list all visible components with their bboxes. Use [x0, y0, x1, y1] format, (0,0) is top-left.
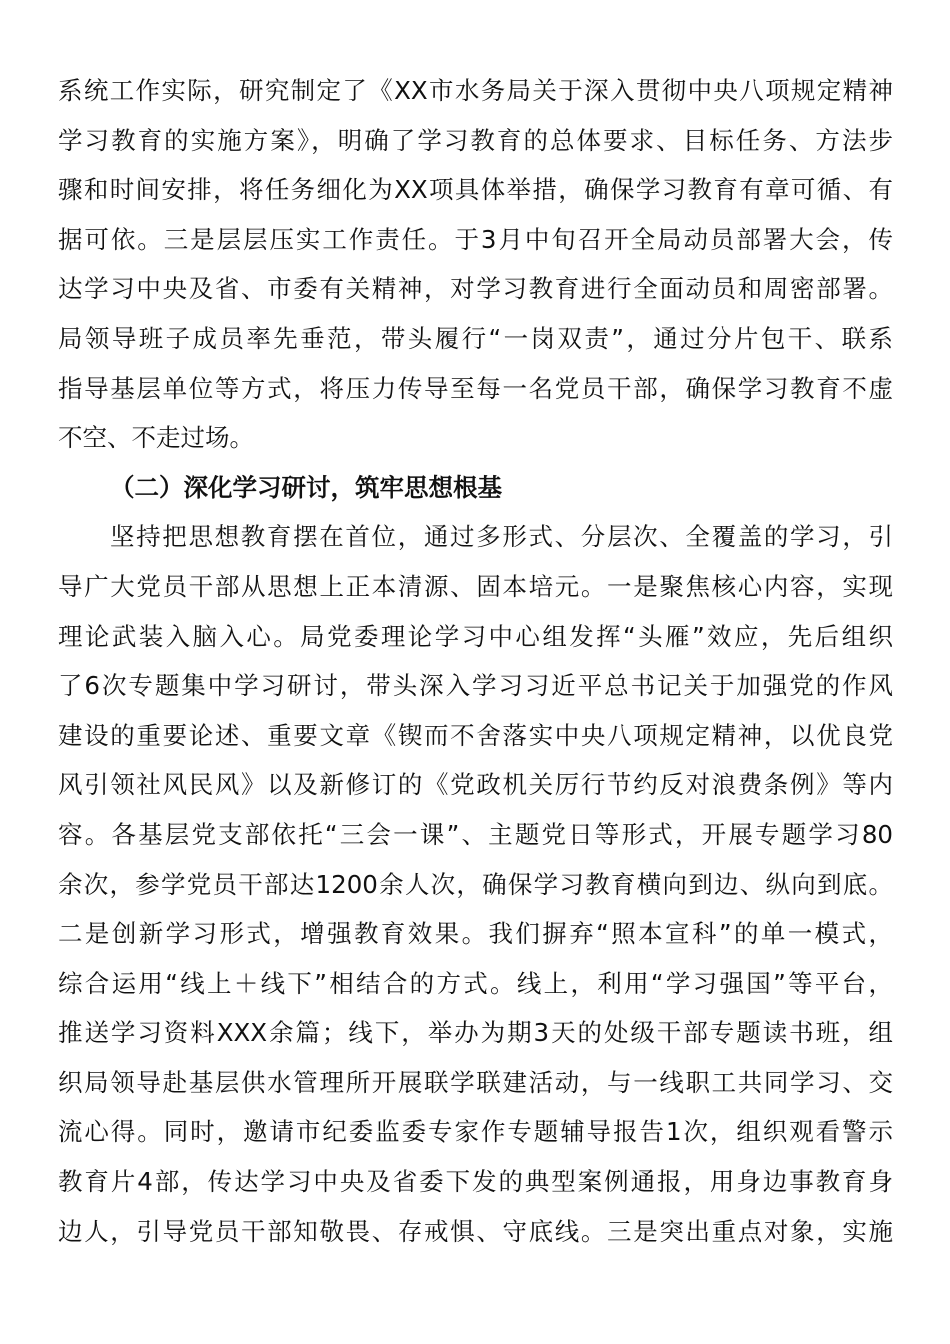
text-line: 流心得。同时，邀请市纪委监委专家作专题辅导报告1次，组织观看警示	[58, 1117, 893, 1147]
text-line: 二是创新学习形式，增强教育效果。我们摒弃“照本宣科”的单一模式，	[58, 919, 893, 949]
text-line: 导广大党员干部从思想上正本清源、固本培元。一是聚焦核心内容，实现	[58, 571, 893, 601]
text-line: 坚持把思想教育摆在首位，通过多形式、分层次、全覆盖的学习，引	[110, 522, 893, 552]
text-line: 容。各基层党支部依托“三会一课”、主题党日等形式，开展专题学习80	[58, 819, 893, 849]
text-line: 理论武装入脑入心。局党委理论学习中心组发挥“头雁”效应，先后组织	[58, 621, 893, 651]
text-line: 教育片4部，传达学习中央及省委下发的典型案例通报，用身边事教育身	[58, 1167, 893, 1197]
text-line: 骤和时间安排，将任务细化为XX项具体举措，确保学习教育有章可循、有	[58, 175, 893, 205]
text-line: 学习教育的实施方案》，明确了学习教育的总体要求、目标任务、方法步	[58, 125, 893, 155]
document-page	[58, 66, 893, 1256]
text-line: 边人，引导党员干部知敬畏、存戒惧、守底线。三是突出重点对象，实施	[58, 1216, 893, 1246]
text-line: 达学习中央及省、市委有关精神，对学习教育进行全面动员和周密部署。	[58, 274, 893, 304]
text-line: 推送学习资料XXX余篇；线下，举办为期3天的处级干部专题读书班，组	[58, 1018, 893, 1048]
paragraph-responsibility	[58, 66, 893, 463]
text-line: 风引领社风民风》以及新修订的《党政机关厉行节约反对浪费条例》等内	[58, 770, 893, 800]
text-line: 建设的重要论述、重要文章《锲而不舍落实中央八项规定精神，以优良党	[58, 720, 893, 750]
text-line: 据可依。三是层层压实工作责任。于3月中旬召开全局动员部署大会，传	[58, 224, 893, 254]
text-line: 余次，参学党员干部达1200余人次，确保学习教育横向到边、纵向到底。	[58, 869, 893, 899]
text-line: 了6次专题集中学习研讨，带头深入学习习近平总书记关于加强党的作风	[58, 671, 893, 701]
section-heading: （二）深化学习研讨，筑牢思想根基	[110, 472, 502, 502]
paragraph-study	[58, 512, 893, 1256]
text-line: 综合运用“线上＋线下”相结合的方式。线上，利用“学习强国”等平台，	[58, 968, 893, 998]
text-line: 不空、不走过场。	[58, 423, 254, 453]
text-line: 指导基层单位等方式，将压力传导至每一名党员干部，确保学习教育不虚	[58, 373, 893, 403]
text-line: 系统工作实际，研究制定了《XX市水务局关于深入贯彻中央八项规定精神	[58, 76, 893, 105]
text-line: 织局领导赴基层供水管理所开展联学联建活动，与一线职工共同学习、交	[58, 1067, 893, 1097]
text-line: 局领导班子成员率先垂范，带头履行“一岗双责”，通过分片包干、联系	[58, 323, 893, 353]
